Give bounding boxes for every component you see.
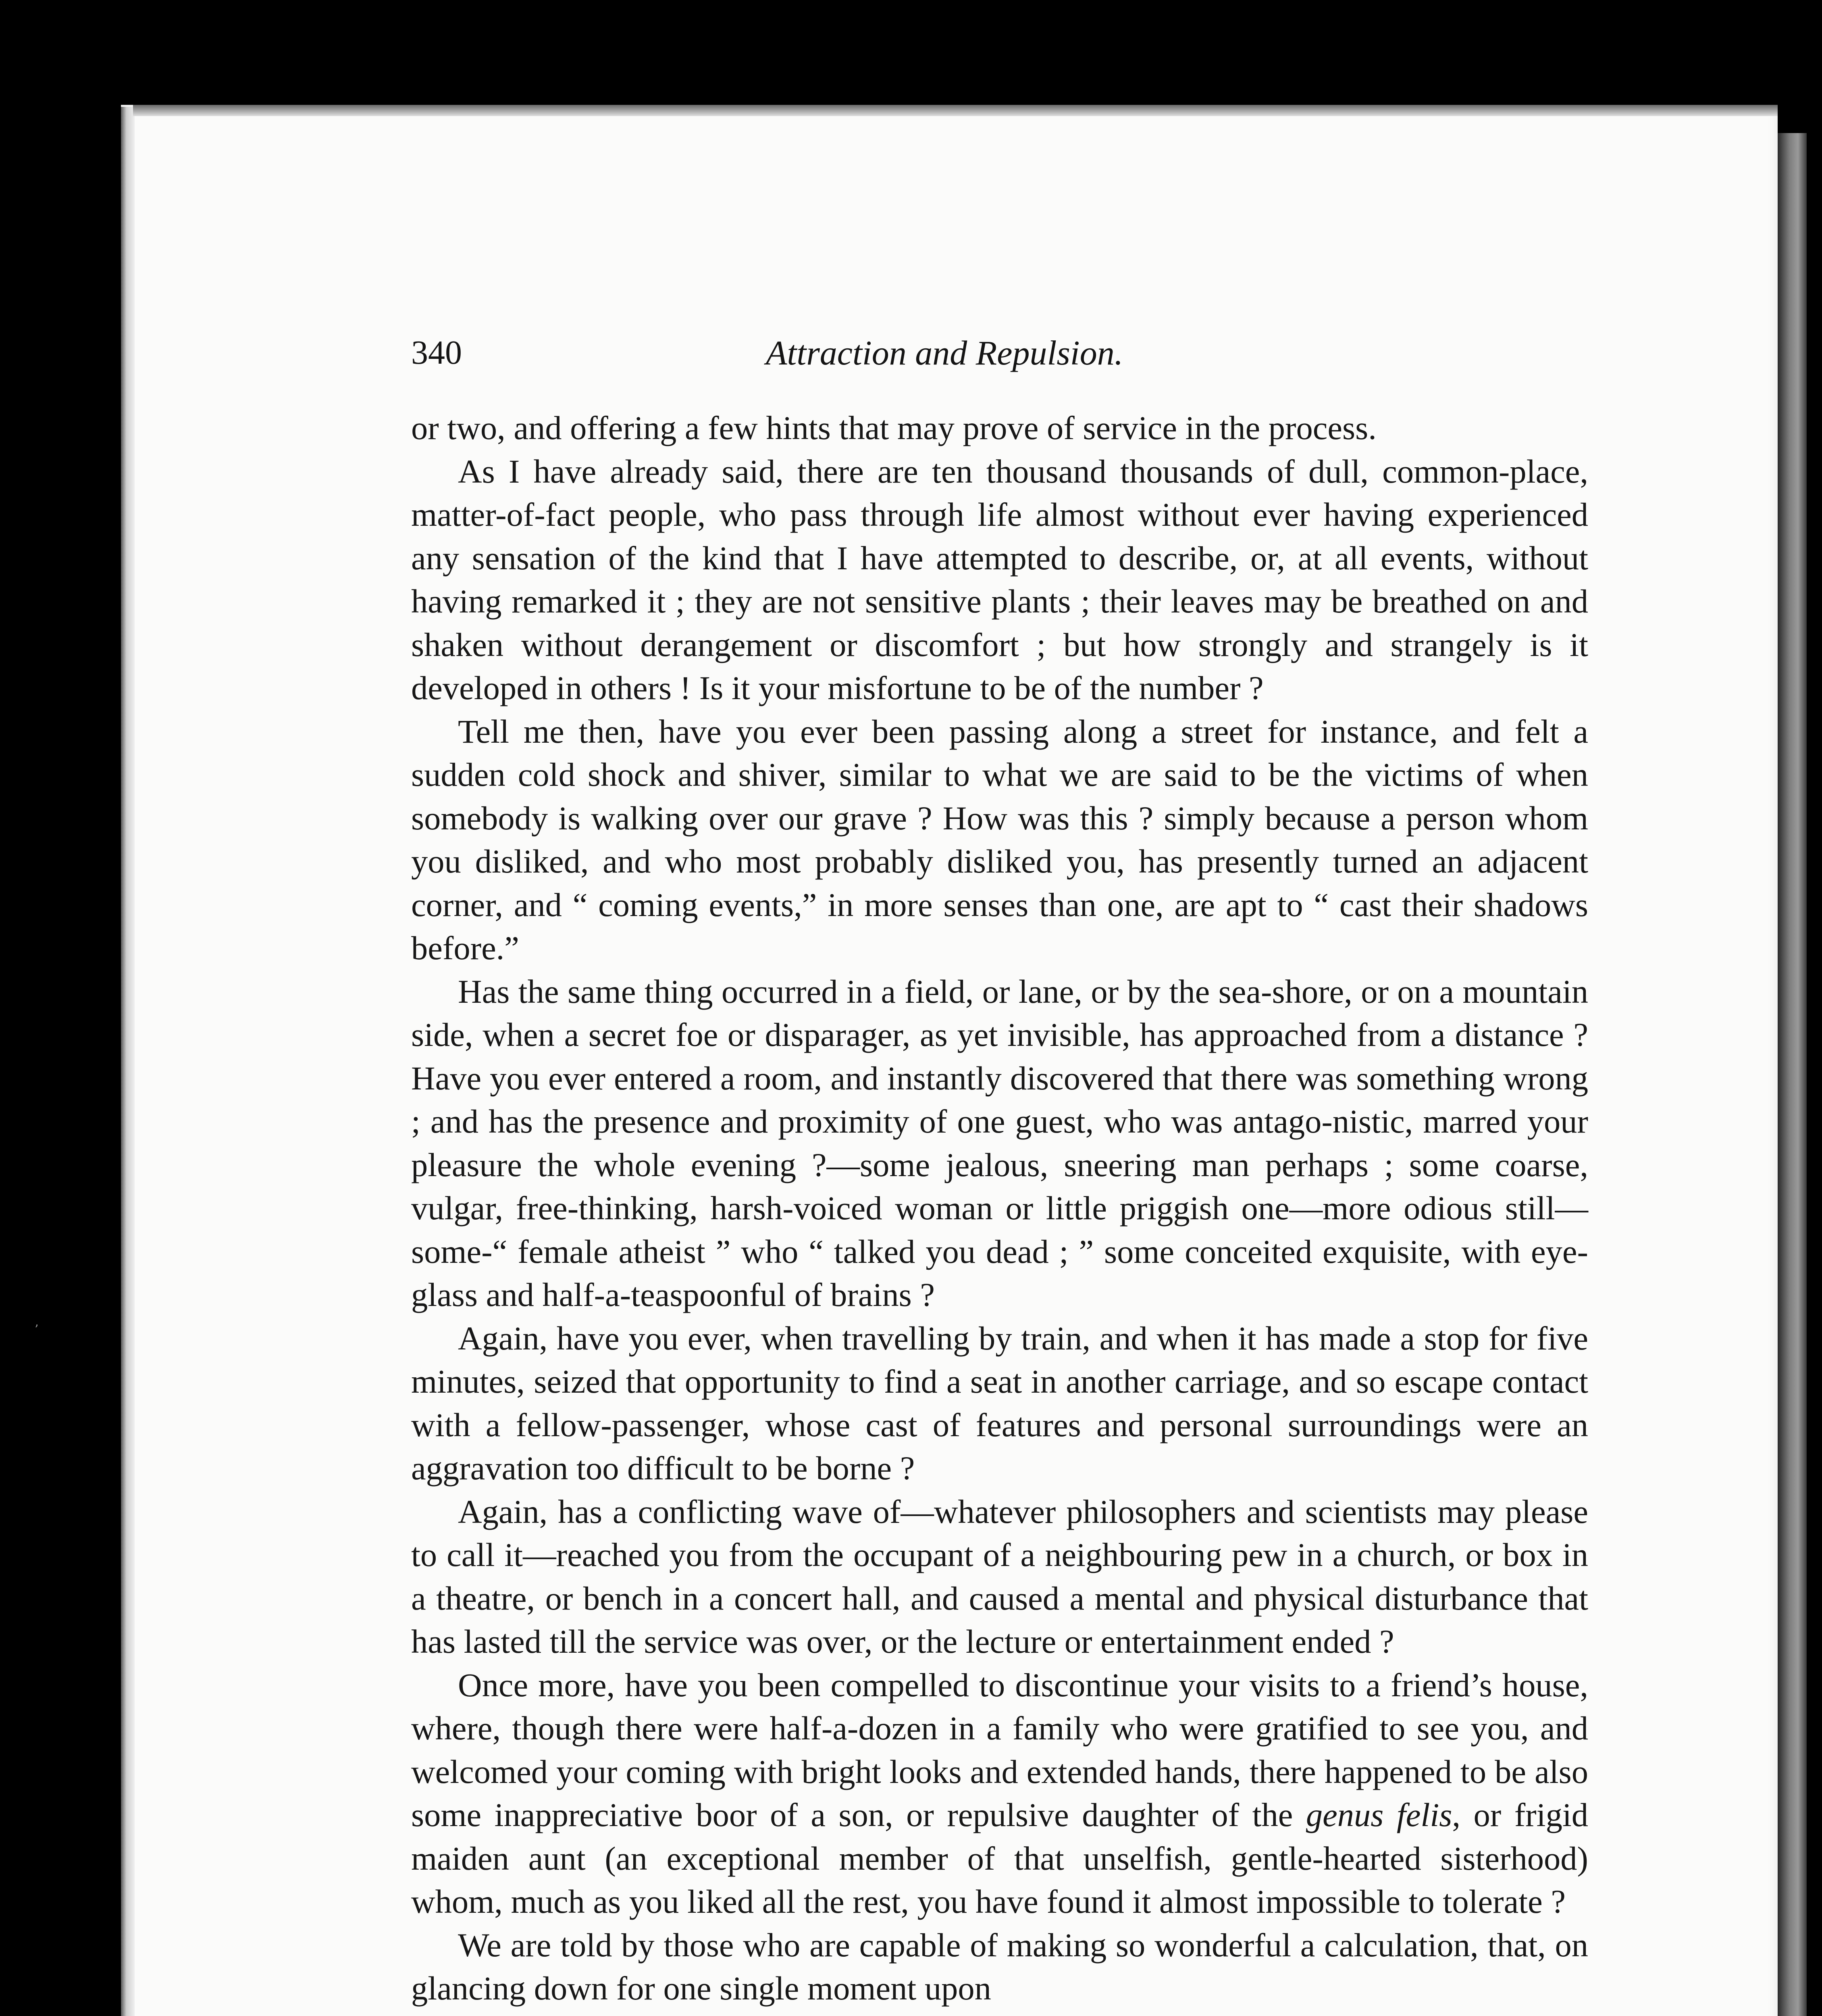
paragraph-text: We are told by those who are capable of making so wonderful a calculation, that, on glancing down for one single moment upon bbox=[411, 1926, 1588, 2007]
paragraph-text: Once more, have you been compelled to discontinue your visits to a friend’s house, where, though there were half-a-dozen in a family who were gratified to see you, and welcomed your coming with bright looks and extended hands, there happened to be also some inappreciative boor of a son, or repulsive daughter of the bbox=[411, 1666, 1588, 1833]
page-number: 340 bbox=[411, 334, 462, 371]
italic-phrase: genus felis bbox=[1306, 1796, 1452, 1833]
paragraph-text: Again, have you ever, when travelling by train, and when it has made a stop for five minutes, seized that opportunity to find a seat in another carriage, and so escape contact with a fellow-passenger, whose cast of features and personal surroundings were an aggravation too difficult to be borne ? bbox=[411, 1319, 1588, 1487]
paragraph-text: Again, has a conflicting wave of—whatever philosophers and scientists may please to call it—reached you from the occupant of a neighbouring pew in a church, or box in a theatre, or bench in a concert hall, and caused a mental and physical disturbance that has lasted till the service was over, or the lecture or entertainment ended ? bbox=[411, 1493, 1588, 1660]
body-paragraph bbox=[411, 450, 1588, 710]
paragraph-text: As I have already said, there are ten thousand thousands of dull, common-place, matter-of-fact people, who pass through life almost without ever having experienced any sensation of the kind that I have attempted to describe, or, at all events, without having remarked it ; they are not sensitive plants ; their leaves may be breathed on and shaken without derangement or discomfort ; but how strongly and strangely is it developed in others ! Is it your misfortune to be of the number ? bbox=[411, 452, 1588, 706]
page-right-edge-shadow bbox=[1778, 133, 1807, 2016]
body-paragraph bbox=[411, 1664, 1588, 1924]
stray-margin-mark: ’ bbox=[35, 1322, 39, 1337]
body-paragraph bbox=[411, 1924, 1588, 2010]
body-paragraph bbox=[411, 406, 1588, 450]
body-text bbox=[411, 406, 1588, 2010]
page-top-edge bbox=[133, 105, 1778, 116]
paragraph-text: Tell me then, have you ever been passing along a street for instance, and felt a sudden cold shock and shiver, similar to what we are said to be the victims of when somebody is walking over our grave ? How was this ? simply because a person whom you disliked, and who most probably disliked you, has presently turned an adjacent corner, and “ coming events,” in more senses than one, are apt to “ cast their shadows before.” bbox=[411, 712, 1588, 966]
page-left-edge bbox=[121, 107, 135, 2016]
body-paragraph bbox=[411, 1317, 1588, 1490]
body-paragraph bbox=[411, 710, 1588, 970]
body-paragraph bbox=[411, 1490, 1588, 1664]
page-header bbox=[411, 331, 1588, 375]
paragraph-text: Has the same thing occurred in a field, or lane, or by the sea-shore, or on a mountain side, when a secret foe or disparager, as yet invisible, has approached from a distance ? Have you ever entered a room, and instantly discovered that there was something wrong ; and has the presence and proximity of one guest, who was antago-nistic, marred your pleasure the whole evening ?—some jealous, sneering man perhaps ; some coarse, vulgar, free-thinking, harsh-voiced woman or little priggish one—more odious still—some-“ female atheist ” who “ talked you dead ; ” some conceited exquisite, with eye-glass and half-a-teaspoonful of brains ? bbox=[411, 973, 1588, 1313]
paragraph-text: , or frigid maiden aunt (an exceptional member of that unselfish, gentle-hearted sisterhood) whom, much as you liked all the rest, you have found it almost impossible to tolerate ? bbox=[411, 1796, 1589, 1920]
body-paragraph bbox=[411, 970, 1588, 1317]
paragraph-text: or two, and offering a few hints that may prove of service in the process. bbox=[411, 409, 1377, 446]
running-title: Attraction and Repulsion. bbox=[766, 333, 1123, 372]
